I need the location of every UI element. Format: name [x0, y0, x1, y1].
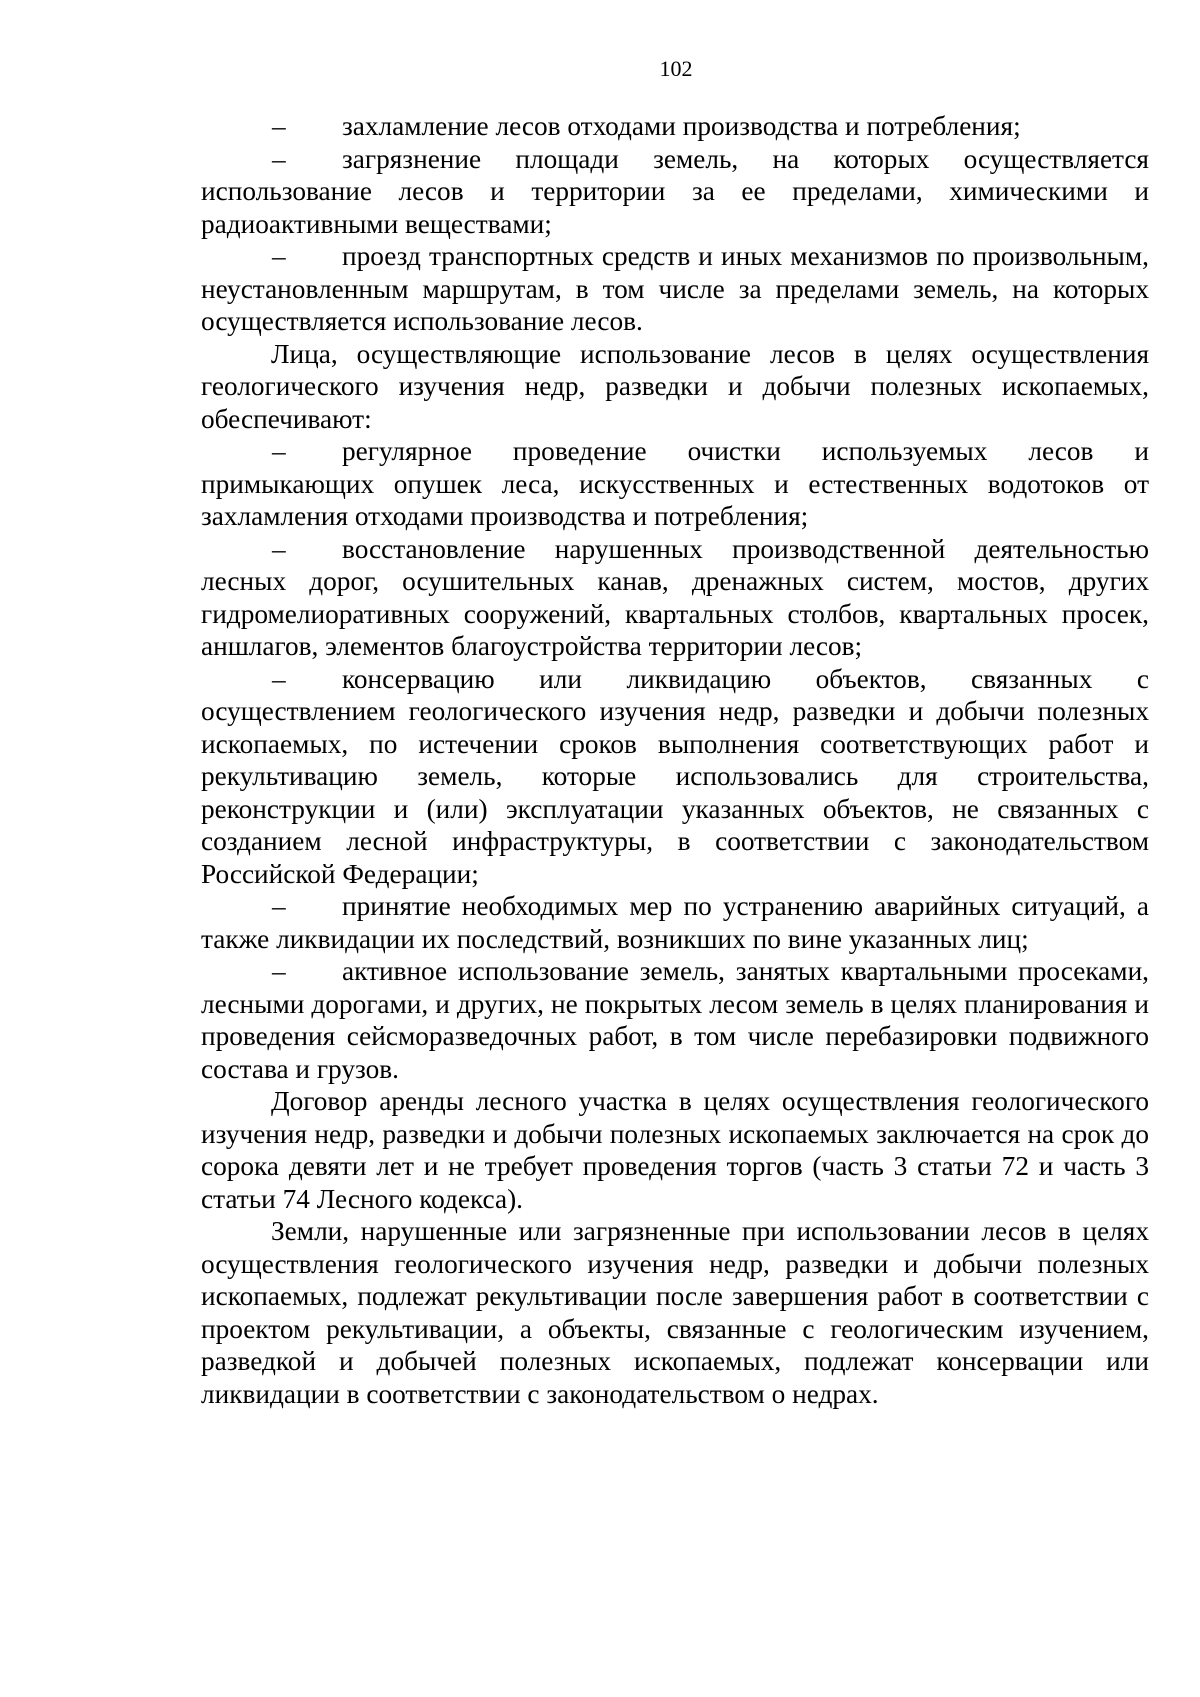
list-item-text: принятие необходимых мер по устранению аварийных ситуаций, а также ликвидации их последствий, возникших по вине указанных лиц;: [201, 891, 1149, 954]
paragraph: Земли, нарушенные или загрязненные при использовании лесов в целях осуществления геологического изучения недр, разведки и добычи полезных ископаемых, подлежат рекультивации после завершения работ в соответствии с проектом рекультивации, а объекты, связанные с геологическим изучением, разведкой и добычей полезных ископаемых, подлежат консервации или ликвидации в соответствии с законодательством о недрах.: [201, 1216, 1149, 1409]
list-item-text: загрязнение площади земель, на которых осуществляется использование лесов и территории за ее пределами, химическими и радиоактивными веществами;: [201, 143, 1149, 239]
list-item: [201, 240, 1149, 338]
dash-marker: –: [272, 241, 286, 271]
list-item-text: активное использование земель, занятых квартальными просеками, лесными дорогами, и других, не покрытых лесом земель в целях планирования и проведения сейсморазведочных работ, в том числе перебазировки подвижного состава и грузов.: [201, 956, 1149, 1084]
list-item-text: консервацию или ликвидацию объектов, связанных с осуществлением геологического изучения недр, разведки и добычи полезных ископаемых, по истечении сроков выполнения соответствующих работ и рекультивацию земель, которые использовались для строительства, реконструкции и (или) эксплуатации указанных объектов, не связанных с созданием лесной инфраструктуры, в соответствии с законодательством Российской Федерации;: [201, 663, 1149, 889]
document-body: [201, 110, 1149, 1410]
dash-marker: –: [272, 111, 286, 141]
dash-marker: –: [272, 891, 286, 921]
dash-marker: –: [272, 436, 286, 466]
dash-marker: –: [272, 533, 286, 564]
dash-marker: –: [272, 663, 286, 694]
list-item: [201, 533, 1149, 663]
list-item-text: захламление лесов отходами производства и потребления;: [342, 111, 1021, 141]
list-item: [201, 890, 1149, 955]
list-item-text: восстановление нарушенных производственной деятельностью лесных дорог, осушительных канав, дренажных систем, мостов, других гидромелиоративных сооружений, квартальных столбов, квартальных просек, аншлагов, элементов благоустройства территории лесов;: [201, 533, 1149, 661]
paragraph: Договор аренды лесного участка в целях осуществления геологического изучения недр, разведки и добычи полезных ископаемых заключается на срок до сорока девяти лет и не требует проведения торгов (часть 3 статьи 72 и часть 3 статьи 74 Лесного кодекса).: [201, 1086, 1149, 1214]
dash-marker: –: [272, 956, 286, 986]
paragraph: Лица, осуществляющие использование лесов в целях осуществления геологического изучения недр, разведки и добычи полезных ископаемых, обеспечивают:: [201, 338, 1149, 434]
list-item: [201, 143, 1149, 241]
list-item: [201, 663, 1149, 891]
page-number: 102: [659, 56, 693, 81]
list-item: [201, 435, 1149, 533]
list-item: [201, 955, 1149, 1085]
list-item-text: проезд транспортных средств и иных механизмов по произвольным, неустановленным маршрутам, в том числе за пределами земель, на которых осуществляется использование лесов.: [201, 241, 1149, 336]
dash-marker: –: [272, 143, 286, 174]
list-item-text: регулярное проведение очистки используемых лесов и примыкающих опушек леса, искусственных и естественных водотоков от захламления отходами производства и потребления;: [201, 436, 1149, 531]
list-item: [201, 110, 1149, 143]
